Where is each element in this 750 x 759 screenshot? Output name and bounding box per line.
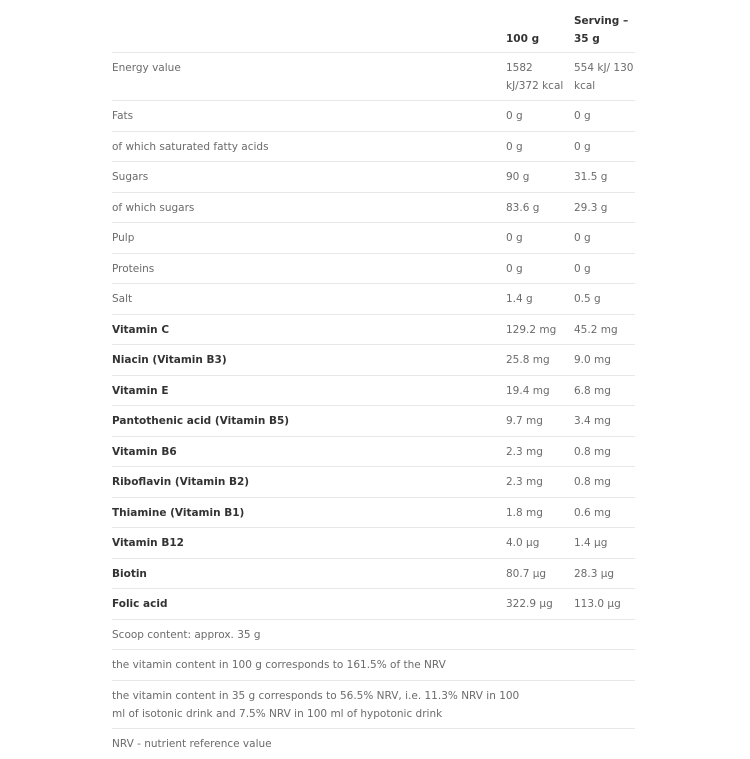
table-row [112, 131, 635, 162]
row-label: Pantothenic acid (Vitamin B5) [112, 406, 506, 437]
table-row [112, 528, 635, 559]
table-row [112, 314, 635, 345]
note-row-scoop [112, 619, 635, 650]
row-per-100g: 2.3 mg [506, 467, 574, 498]
row-per-serving: 0.8 mg [574, 467, 635, 498]
row-per-serving: 29.3 g [574, 192, 635, 223]
row-per-100g: 9.7 mg [506, 406, 574, 437]
table-row [112, 101, 635, 132]
row-per-100g: 80.7 µg [506, 558, 574, 589]
row-per-100g [506, 53, 574, 101]
energy-serving-line2: kcal [574, 80, 596, 92]
table-row [112, 223, 635, 254]
note-vitamin-35g [112, 680, 635, 728]
row-per-serving: 0 g [574, 131, 635, 162]
header-serving-line2: 35 g [574, 33, 600, 45]
row-per-serving: 0 g [574, 253, 635, 284]
row-label: Sugars [112, 162, 506, 193]
row-per-100g: 0 g [506, 223, 574, 254]
row-per-serving: 9.0 mg [574, 345, 635, 376]
row-per-serving: 0 g [574, 101, 635, 132]
row-per-serving: 1.4 µg [574, 528, 635, 559]
row-per-100g: 25.8 mg [506, 345, 574, 376]
row-per-100g: 4.0 µg [506, 528, 574, 559]
row-label: Pulp [112, 223, 506, 254]
row-per-serving: 6.8 mg [574, 375, 635, 406]
table-row [112, 558, 635, 589]
note-nrv: NRV - nutrient reference value [112, 737, 272, 750]
note-scoop: Scoop content: approx. 35 g [112, 619, 635, 650]
header-per-100g-label: 100 g [506, 33, 540, 45]
table-row [112, 589, 635, 620]
table-row [112, 162, 635, 193]
row-label: Thiamine (Vitamin B1) [112, 497, 506, 528]
note-row-nrv [112, 728, 635, 759]
nutrition-table [112, 0, 635, 759]
row-per-serving: 113.0 µg [574, 589, 635, 620]
row-label: Energy value [112, 53, 506, 101]
row-label: Proteins [112, 253, 506, 284]
row-per-serving: 28.3 µg [574, 558, 635, 589]
note-vitamin-35g-line1: the vitamin content in 35 g corresponds to 56.5% NRV, i.e. 11.3% NRV in 100 [112, 689, 520, 702]
row-label: Salt [112, 284, 506, 315]
table-row [112, 467, 635, 498]
row-per-100g: 129.2 mg [506, 314, 574, 345]
nutrition-facts [112, 0, 635, 759]
row-label: Fats [112, 101, 506, 132]
table-row [112, 192, 635, 223]
row-per-100g: 2.3 mg [506, 436, 574, 467]
note-row-vitamin-35g [112, 680, 635, 728]
header-serving-line1: Serving – [574, 15, 629, 27]
row-label: of which sugars [112, 192, 506, 223]
row-per-serving: 0.5 g [574, 284, 635, 315]
row-per-serving: 45.2 mg [574, 314, 635, 345]
row-label: Folic acid [112, 589, 506, 620]
note-vitamin-35g-line2: ml of isotonic drink and 7.5% NRV in 100 ml of hypotonic drink [112, 707, 443, 720]
table-row [112, 253, 635, 284]
table-row [112, 284, 635, 315]
table-row [112, 345, 635, 376]
row-label: Biotin [112, 558, 506, 589]
row-per-100g: 0 g [506, 253, 574, 284]
row-label: Vitamin B6 [112, 436, 506, 467]
row-per-serving: 0 g [574, 223, 635, 254]
row-label: Vitamin B12 [112, 528, 506, 559]
header-per-serving [574, 0, 635, 53]
row-per-100g: 1.8 mg [506, 497, 574, 528]
row-per-serving [574, 53, 635, 101]
row-per-100g: 1.4 g [506, 284, 574, 315]
energy-per100-line1: 1582 [506, 62, 533, 74]
note-vitamin-100g: the vitamin content in 100 g corresponds to 161.5% of the NRV [112, 650, 635, 681]
table-row [112, 406, 635, 437]
header-label [112, 0, 506, 53]
energy-serving-line1: 554 kJ/ 130 [574, 62, 634, 74]
table-row-energy [112, 53, 635, 101]
row-per-100g: 90 g [506, 162, 574, 193]
row-label: Riboflavin (Vitamin B2) [112, 467, 506, 498]
row-per-100g: 0 g [506, 131, 574, 162]
row-per-100g: 0 g [506, 101, 574, 132]
row-label: of which saturated fatty acids [112, 131, 506, 162]
table-row [112, 497, 635, 528]
table-row [112, 375, 635, 406]
row-per-100g: 19.4 mg [506, 375, 574, 406]
row-per-serving: 31.5 g [574, 162, 635, 193]
row-per-100g: 83.6 g [506, 192, 574, 223]
header-per-100g [506, 0, 574, 53]
row-label: Vitamin C [112, 314, 506, 345]
row-per-100g: 322.9 µg [506, 589, 574, 620]
row-per-serving: 3.4 mg [574, 406, 635, 437]
row-label: Niacin (Vitamin B3) [112, 345, 506, 376]
row-per-serving: 0.8 mg [574, 436, 635, 467]
note-row-vitamin-100g [112, 650, 635, 681]
energy-per100-line2: kJ/372 kcal [506, 80, 564, 92]
row-per-serving: 0.6 mg [574, 497, 635, 528]
table-header-row [112, 0, 635, 53]
table-row [112, 436, 635, 467]
row-label: Vitamin E [112, 375, 506, 406]
